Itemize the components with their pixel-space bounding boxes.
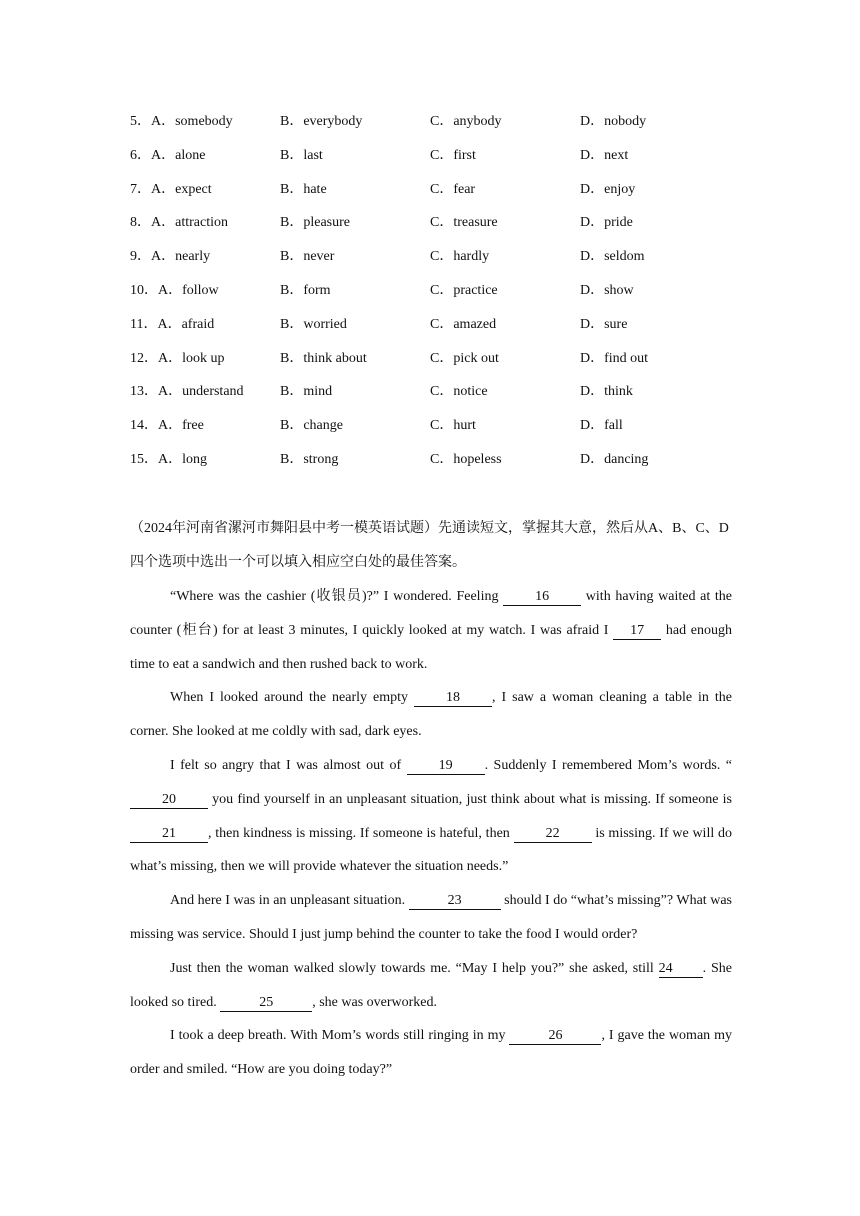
option-a: 13．A．understand [130,384,244,400]
option-row-6 [130,146,750,180]
option-b: B．mind [280,384,333,400]
option-b: B．hate [280,181,327,197]
blank-20: 20 [130,792,208,809]
option-d: D．pride [580,215,633,231]
option-c: C．hurt [430,418,476,434]
blank-21: 21 [130,826,208,843]
blank-19: 19 [407,758,485,775]
option-a: 8．A．attraction [130,215,228,231]
passage-paragraph-6: I took a deep breath. With Mom’s words still ringing in my 26 , I gave the woman my order and smiled. “How are you doing today?” [130,1028,733,1078]
blank-22: 22 [514,826,592,843]
option-a: 5．A．somebody [130,114,233,129]
option-d: D．nobody [580,114,647,129]
blank-24: 24 [659,961,703,978]
option-b: B．worried [280,316,347,332]
option-a: 14．A．free [130,418,204,434]
option-row-9 [130,247,750,281]
passage-paragraph-2: When I looked around the nearly empty 18 , I saw a woman cleaning a table in the corner. She looked at me coldly with sad, dark eyes. [130,690,732,740]
option-b: B．everybody [280,114,363,129]
option-b: B．never [280,249,335,265]
option-d: D．dancing [580,451,649,467]
passage-paragraph-1: “Where was the cashier (收银员)?” I wondered. Feeling 16 with having waited at the counter (柜台) for at least 3 minutes, I quickly looked at my watch. I was afraid I 17 had enough time to eat a sandwich and then rushed back to work. [130,589,732,672]
option-d: D．find out [580,350,649,366]
option-d: D．seldom [580,249,645,265]
option-row-13 [130,382,750,416]
option-a: 10．A．follow [130,282,219,298]
option-c: C．notice [430,384,488,400]
option-row-5 [130,112,750,146]
option-c: C．hopeless [430,451,502,467]
option-d: D．fall [580,418,623,434]
option-d: D．next [580,147,629,163]
option-b: B．change [280,418,343,434]
cloze-passage [130,512,732,1087]
option-c: C．treasure [430,215,498,231]
answer-options-list [130,112,750,484]
option-b: B．think about [280,350,367,366]
passage-paragraph-5: Just then the woman walked slowly towards me. “May I help you?” she asked, still 24 . She looked so tired. 25 , she was overworked. [130,960,732,1010]
option-row-14 [130,416,750,450]
blank-26: 26 [509,1028,601,1045]
option-d: D．show [580,282,634,298]
option-a: 6．A．alone [130,147,206,163]
option-b: B．pleasure [280,215,350,231]
option-c: C．anybody [430,114,502,129]
option-row-7 [130,180,750,214]
question-instructions: （2024年河南省漯河市舞阳县中考一模英语试题）先通读短文，掌握其大意，然后从A、B、C、D四个选项中选出一个可以填入相应空白处的最佳答案。 [130,521,729,570]
option-b: B．strong [280,451,339,467]
option-c: C．amazed [430,316,497,332]
option-a: 12．A．look up [130,350,225,366]
option-c: C．first [430,147,476,163]
option-c: C．fear [430,181,476,197]
option-b: B．last [280,147,323,163]
option-a: 15．A．long [130,451,207,467]
blank-25: 25 [220,995,312,1012]
option-row-12 [130,349,750,383]
option-d: D．think [580,384,633,400]
option-c: C．practice [430,282,498,298]
option-row-8 [130,213,750,247]
passage-paragraph-4: And here I was in an unpleasant situation. 23 should I do “what’s missing”? What was missing was service. Should I just jump behind the counter to take the food I would order? [130,893,732,942]
blank-18: 18 [414,690,492,707]
option-d: D．enjoy [580,181,636,197]
option-a: 11．A．afraid [130,316,215,332]
option-c: C．hardly [430,249,490,265]
option-b: B．form [280,282,331,298]
option-c: C．pick out [430,350,499,366]
blank-23: 23 [409,893,501,910]
option-d: D．sure [580,316,628,332]
blank-16: 16 [503,589,581,606]
option-row-11 [130,315,750,349]
option-row-15 [130,450,750,484]
option-row-10 [130,281,750,315]
option-a: 9．A．nearly [130,249,211,265]
passage-paragraph-3: I felt so angry that I was almost out of 19 . Suddenly I remembered Mom’s words. “20 you find yourself in an unpleasant situation, just think about what is missing. If someone is 21 , then kindness is missing. If someone is hateful, then 22 is missing. If we will do what’s missing, then we will provide whatever the situation needs.” [130,757,732,875]
blank-17: 17 [613,623,661,640]
option-a: 7．A．expect [130,181,212,197]
